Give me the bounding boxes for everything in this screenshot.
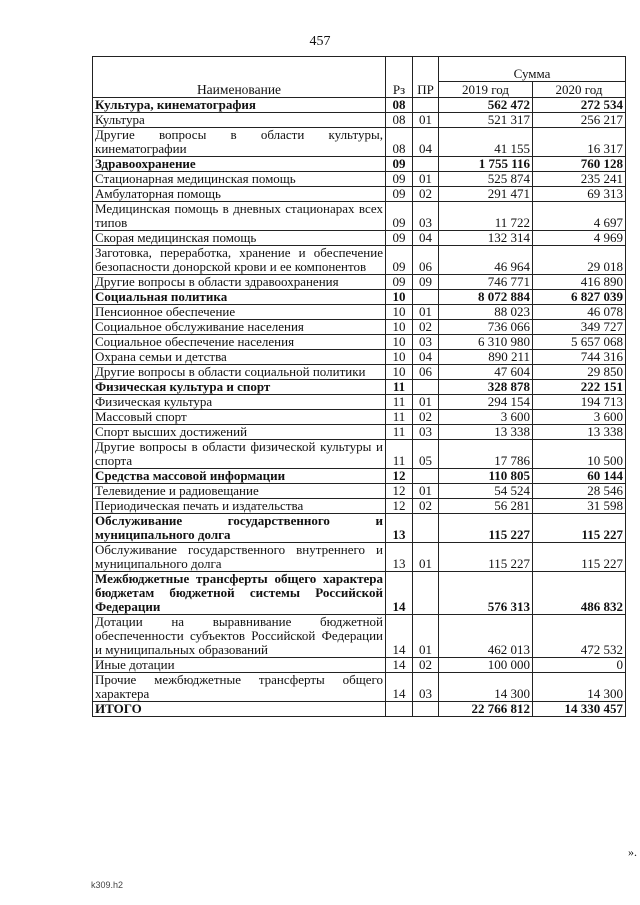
row-sum-2020: 13 338 xyxy=(533,425,626,440)
row-rz-code: 09 xyxy=(386,157,413,172)
row-sum-2019: 736 066 xyxy=(439,320,533,335)
row-rz-code: 10 xyxy=(386,305,413,320)
table-row xyxy=(93,202,626,231)
row-rz-code: 10 xyxy=(386,350,413,365)
table-row xyxy=(93,335,626,350)
row-name: Средства массовой информации xyxy=(93,469,386,484)
row-rz-code: 11 xyxy=(386,380,413,395)
row-sum-2020: 256 217 xyxy=(533,113,626,128)
row-sum-2019: 576 313 xyxy=(439,572,533,615)
row-pr-code: 06 xyxy=(413,246,439,275)
row-sum-2019: 1 755 116 xyxy=(439,157,533,172)
row-rz-code: 12 xyxy=(386,484,413,499)
row-pr-code: 03 xyxy=(413,425,439,440)
row-sum-2020: 28 546 xyxy=(533,484,626,499)
row-sum-2019: 890 211 xyxy=(439,350,533,365)
row-pr-code: 05 xyxy=(413,440,439,469)
row-rz-code: 14 xyxy=(386,572,413,615)
row-rz-code: 11 xyxy=(386,395,413,410)
table-row xyxy=(93,275,626,290)
row-sum-2019: 132 314 xyxy=(439,231,533,246)
table-row xyxy=(93,320,626,335)
row-rz-code: 11 xyxy=(386,410,413,425)
row-name: Пенсионное обеспечение xyxy=(93,305,386,320)
row-name: Телевидение и радиовещание xyxy=(93,484,386,499)
row-rz-code: 09 xyxy=(386,202,413,231)
row-name: Культура, кинематография xyxy=(93,98,386,113)
row-sum-2020: 744 316 xyxy=(533,350,626,365)
row-name: Обслуживание государственного и муниципального долга xyxy=(93,514,386,543)
row-name: Охрана семьи и детства xyxy=(93,350,386,365)
row-rz-code: 14 xyxy=(386,673,413,702)
row-rz-code: 09 xyxy=(386,231,413,246)
row-sum-2020: 31 598 xyxy=(533,499,626,514)
row-rz-code: 10 xyxy=(386,290,413,305)
header-year-2020: 2020 год xyxy=(533,82,626,98)
row-rz-code: 08 xyxy=(386,128,413,157)
header-rz: Рз xyxy=(386,57,413,98)
row-rz-code: 11 xyxy=(386,440,413,469)
row-sum-2020: 5 657 068 xyxy=(533,335,626,350)
row-pr-code: 01 xyxy=(413,615,439,658)
row-sum-2019: 41 155 xyxy=(439,128,533,157)
row-rz-code: 10 xyxy=(386,320,413,335)
table-header xyxy=(93,57,626,98)
row-sum-2020: 235 241 xyxy=(533,172,626,187)
row-pr-code xyxy=(413,469,439,484)
row-name: Здравоохранение xyxy=(93,157,386,172)
row-sum-2019: 88 023 xyxy=(439,305,533,320)
row-name: Заготовка, переработка, хранение и обеспечение безопасности донорской крови и ее компонентов xyxy=(93,246,386,275)
row-rz-code: 10 xyxy=(386,335,413,350)
row-rz-code: 11 xyxy=(386,425,413,440)
table-row xyxy=(93,187,626,202)
row-name: Социальное обслуживание населения xyxy=(93,320,386,335)
table-row xyxy=(93,128,626,157)
row-sum-2019: 54 524 xyxy=(439,484,533,499)
section-row xyxy=(93,572,626,615)
row-rz-code: 12 xyxy=(386,469,413,484)
row-pr-code: 06 xyxy=(413,365,439,380)
row-sum-2019: 22 766 812 xyxy=(439,702,533,717)
row-pr-code: 02 xyxy=(413,499,439,514)
row-sum-2019: 291 471 xyxy=(439,187,533,202)
row-name: Другие вопросы в области социальной политики xyxy=(93,365,386,380)
section-row xyxy=(93,157,626,172)
row-sum-2019: 328 878 xyxy=(439,380,533,395)
row-name: Прочие межбюджетные трансферты общего характера xyxy=(93,673,386,702)
row-sum-2019: 462 013 xyxy=(439,615,533,658)
table-row xyxy=(93,395,626,410)
row-name: Другие вопросы в области культуры, кинематографии xyxy=(93,128,386,157)
row-pr-code: 04 xyxy=(413,350,439,365)
table-row xyxy=(93,172,626,187)
table-row xyxy=(93,231,626,246)
row-sum-2019: 521 317 xyxy=(439,113,533,128)
header-pr: ПР xyxy=(413,57,439,98)
table-row xyxy=(93,425,626,440)
table-row xyxy=(93,113,626,128)
section-row xyxy=(93,98,626,113)
row-pr-code: 01 xyxy=(413,395,439,410)
row-name: Стационарная медицинская помощь xyxy=(93,172,386,187)
header-name: Наименование xyxy=(93,57,386,98)
row-pr-code: 01 xyxy=(413,543,439,572)
table-row xyxy=(93,246,626,275)
row-name: Социальная политика xyxy=(93,290,386,305)
row-name: Социальное обеспечение населения xyxy=(93,335,386,350)
row-rz-code: 13 xyxy=(386,543,413,572)
row-sum-2019: 294 154 xyxy=(439,395,533,410)
row-rz-code: 08 xyxy=(386,98,413,113)
row-pr-code xyxy=(413,290,439,305)
table-row xyxy=(93,350,626,365)
row-rz-code: 09 xyxy=(386,275,413,290)
row-name: Физическая культура xyxy=(93,395,386,410)
row-sum-2020: 272 534 xyxy=(533,98,626,113)
row-pr-code: 02 xyxy=(413,658,439,673)
row-sum-2020: 486 832 xyxy=(533,572,626,615)
row-sum-2019: 3 600 xyxy=(439,410,533,425)
row-pr-code: 01 xyxy=(413,305,439,320)
row-sum-2019: 100 000 xyxy=(439,658,533,673)
row-sum-2019: 46 964 xyxy=(439,246,533,275)
row-pr-code: 04 xyxy=(413,128,439,157)
row-sum-2020: 115 227 xyxy=(533,543,626,572)
table-row xyxy=(93,673,626,702)
row-rz-code: 09 xyxy=(386,172,413,187)
section-row xyxy=(93,469,626,484)
row-name: Другие вопросы в области физической культуры и спорта xyxy=(93,440,386,469)
table-row xyxy=(93,484,626,499)
row-sum-2020: 349 727 xyxy=(533,320,626,335)
section-row xyxy=(93,702,626,717)
row-name: Межбюджетные трансферты общего характера бюджетам бюджетной системы Российской Федерации xyxy=(93,572,386,615)
row-pr-code xyxy=(413,572,439,615)
row-rz-code xyxy=(386,702,413,717)
row-sum-2019: 11 722 xyxy=(439,202,533,231)
budget-table xyxy=(92,56,626,717)
row-sum-2020: 69 313 xyxy=(533,187,626,202)
row-name: Спорт высших достижений xyxy=(93,425,386,440)
row-sum-2019: 115 227 xyxy=(439,514,533,543)
row-pr-code xyxy=(413,98,439,113)
section-row xyxy=(93,514,626,543)
table-row xyxy=(93,658,626,673)
row-sum-2020: 29 850 xyxy=(533,365,626,380)
row-rz-code: 13 xyxy=(386,514,413,543)
row-pr-code: 01 xyxy=(413,113,439,128)
row-rz-code: 10 xyxy=(386,365,413,380)
row-rz-code: 14 xyxy=(386,615,413,658)
row-name: Культура xyxy=(93,113,386,128)
row-pr-code: 01 xyxy=(413,484,439,499)
row-rz-code: 08 xyxy=(386,113,413,128)
row-pr-code: 03 xyxy=(413,335,439,350)
row-name: ИТОГО xyxy=(93,702,386,717)
row-sum-2020: 416 890 xyxy=(533,275,626,290)
table-row xyxy=(93,410,626,425)
footer-code: k309.h2 xyxy=(91,880,124,890)
section-row xyxy=(93,290,626,305)
row-sum-2020: 16 317 xyxy=(533,128,626,157)
row-name: Амбулаторная помощь xyxy=(93,187,386,202)
row-rz-code: 09 xyxy=(386,187,413,202)
page-number: 457 xyxy=(309,34,331,49)
row-sum-2020: 46 078 xyxy=(533,305,626,320)
header-sum: Сумма xyxy=(439,57,626,82)
row-name: Физическая культура и спорт xyxy=(93,380,386,395)
row-sum-2020: 6 827 039 xyxy=(533,290,626,305)
row-sum-2020: 472 532 xyxy=(533,615,626,658)
row-sum-2020: 222 151 xyxy=(533,380,626,395)
table-row xyxy=(93,543,626,572)
row-name: Иные дотации xyxy=(93,658,386,673)
section-row xyxy=(93,380,626,395)
row-sum-2020: 14 300 xyxy=(533,673,626,702)
row-sum-2020: 4 969 xyxy=(533,231,626,246)
row-pr-code: 02 xyxy=(413,410,439,425)
row-sum-2020: 194 713 xyxy=(533,395,626,410)
row-pr-code: 01 xyxy=(413,172,439,187)
row-name: Скорая медицинская помощь xyxy=(93,231,386,246)
row-rz-code: 09 xyxy=(386,246,413,275)
row-sum-2020: 29 018 xyxy=(533,246,626,275)
row-sum-2020: 4 697 xyxy=(533,202,626,231)
row-sum-2019: 8 072 884 xyxy=(439,290,533,305)
row-name: Периодическая печать и издательства xyxy=(93,499,386,514)
table-row xyxy=(93,305,626,320)
row-sum-2019: 47 604 xyxy=(439,365,533,380)
table-row xyxy=(93,365,626,380)
table-body xyxy=(93,98,626,717)
row-pr-code xyxy=(413,157,439,172)
row-sum-2020: 10 500 xyxy=(533,440,626,469)
table-row xyxy=(93,440,626,469)
row-pr-code: 09 xyxy=(413,275,439,290)
row-pr-code xyxy=(413,514,439,543)
closing-quote-mark: ». xyxy=(628,845,637,859)
row-pr-code xyxy=(413,380,439,395)
row-sum-2019: 562 472 xyxy=(439,98,533,113)
row-sum-2019: 14 300 xyxy=(439,673,533,702)
row-name: Дотации на выравнивание бюджетной обеспеченности субъектов Российской Федерации и муниципальных образований xyxy=(93,615,386,658)
row-rz-code: 12 xyxy=(386,499,413,514)
table-row xyxy=(93,615,626,658)
row-pr-code: 03 xyxy=(413,202,439,231)
row-pr-code: 04 xyxy=(413,231,439,246)
table-row xyxy=(93,499,626,514)
row-sum-2019: 56 281 xyxy=(439,499,533,514)
row-pr-code xyxy=(413,702,439,717)
row-name: Медицинская помощь в дневных стационарах всех типов xyxy=(93,202,386,231)
row-pr-code: 03 xyxy=(413,673,439,702)
row-sum-2019: 110 805 xyxy=(439,469,533,484)
row-name: Другие вопросы в области здравоохранения xyxy=(93,275,386,290)
row-sum-2019: 746 771 xyxy=(439,275,533,290)
row-sum-2019: 115 227 xyxy=(439,543,533,572)
row-sum-2020: 115 227 xyxy=(533,514,626,543)
row-sum-2020: 14 330 457 xyxy=(533,702,626,717)
row-sum-2019: 6 310 980 xyxy=(439,335,533,350)
row-sum-2020: 0 xyxy=(533,658,626,673)
row-name: Обслуживание государственного внутреннего и муниципального долга xyxy=(93,543,386,572)
row-sum-2019: 17 786 xyxy=(439,440,533,469)
row-pr-code: 02 xyxy=(413,187,439,202)
row-pr-code: 02 xyxy=(413,320,439,335)
row-sum-2019: 525 874 xyxy=(439,172,533,187)
row-rz-code: 14 xyxy=(386,658,413,673)
header-year-2019: 2019 год xyxy=(439,82,533,98)
row-name: Массовый спорт xyxy=(93,410,386,425)
row-sum-2020: 60 144 xyxy=(533,469,626,484)
row-sum-2020: 760 128 xyxy=(533,157,626,172)
row-sum-2020: 3 600 xyxy=(533,410,626,425)
row-sum-2019: 13 338 xyxy=(439,425,533,440)
